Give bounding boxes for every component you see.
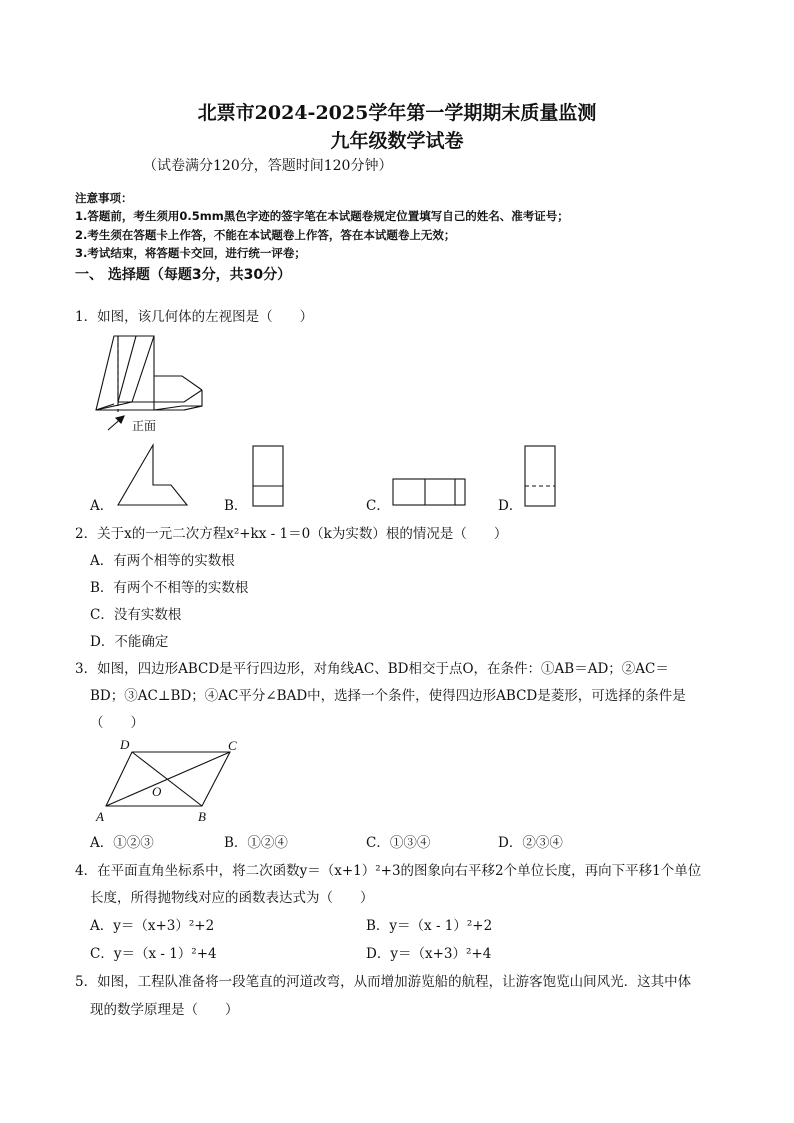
q1-option-b-figure — [252, 445, 284, 507]
exam-title: 北票市2024-2025学年第一学期期末质量监测 — [197, 102, 597, 124]
question-4-line-2: 长度，所得抛物线对应的函数表达式为（ ） — [90, 890, 374, 906]
q1-option-d-figure — [524, 445, 556, 507]
section-heading: 一、 选择题（每题3分，共30分） — [75, 267, 292, 283]
question-1-stem: 1．如图，该几何体的左视图是（ ） — [75, 309, 314, 325]
q2-option-a[interactable]: A．有两个相等的实数根 — [90, 553, 235, 569]
q1-option-c-figure — [392, 478, 466, 506]
q4-option-c[interactable]: C．y＝（x - 1）²+4 — [90, 946, 217, 962]
q2-option-c[interactable]: C．没有实数根 — [90, 607, 182, 623]
note-item-3: 3.考试结束，将答题卡交回，进行统一评卷； — [75, 246, 306, 260]
q1-option-b[interactable]: B． — [224, 498, 248, 514]
q3-option-d[interactable]: D．②③④ — [498, 835, 563, 851]
q1-option-a[interactable]: A． — [90, 498, 114, 514]
question-2-stem: 2．关于x的一元二次方程x²+kx - 1＝0（k为实数）根的情况是（ ） — [75, 526, 508, 542]
vertex-label-a: A — [96, 809, 104, 824]
vertex-label-d: D — [120, 737, 130, 752]
q1-option-d[interactable]: D． — [498, 498, 523, 514]
q3-option-c[interactable]: C．①③④ — [366, 835, 431, 851]
q3-option-a[interactable]: A．①②③ — [90, 835, 154, 851]
exam-subject-title: 九年级数学试卷 — [330, 130, 464, 152]
q1-option-a-figure — [115, 445, 190, 507]
q2-option-b[interactable]: B．有两个不相等的实数根 — [90, 580, 249, 596]
q3-parallelogram-figure — [94, 736, 244, 824]
question-5-line-2: 现的数学原理是（ ） — [90, 1002, 239, 1018]
question-3-line-2: BD；③AC⊥BD；④AC平分∠BAD中，选择一个条件，使得四边形ABCD是菱形，可选择的条件是 — [90, 688, 686, 704]
vertex-label-b: B — [198, 809, 206, 824]
exam-subtitle: （试卷满分120分，答题时间120分钟） — [143, 158, 393, 174]
question-3-line-3: （ ） — [90, 715, 144, 731]
q2-option-d[interactable]: D．不能确定 — [90, 634, 169, 650]
note-item-1: 1.答题前，考生须用0.5mm黑色字迹的签字笔在本试题卷规定位置填写自己的姓名、准考证号； — [75, 209, 569, 223]
q4-option-a[interactable]: A．y＝（x+3）²+2 — [90, 918, 215, 934]
notes-heading: 注意事项： — [75, 191, 133, 205]
center-label-o: O — [152, 784, 162, 799]
q4-option-d[interactable]: D．y＝（x+3）²+4 — [366, 946, 492, 962]
q1-option-c[interactable]: C． — [366, 498, 390, 514]
question-3-line-1: 3．如图，四边形ABCD是平行四边形，对角线AC、BD相交于点O，在条件：①AB＝AD；②AC＝ — [75, 661, 669, 677]
vertex-label-c: C — [228, 738, 237, 753]
question-4-line-1: 4．在平面直角坐标系中，将二次函数y＝（x+1）²+3的图象向右平移2个单位长度，再向下平移1个单位 — [75, 863, 702, 879]
question-5-line-1: 5．如图，工程队准备将一段笔直的河道改弯，从而增加游览船的航程，让游客饱览山间风光．这其中体 — [75, 974, 692, 990]
q3-option-b[interactable]: B．①②④ — [224, 835, 288, 851]
front-label: 正面 — [132, 419, 157, 433]
note-item-2: 2.考生须在答题卡上作答，不能在本试题卷上作答，答在本试题卷上无效； — [75, 228, 456, 242]
q4-option-b[interactable]: B．y＝（x - 1）²+2 — [366, 918, 493, 934]
